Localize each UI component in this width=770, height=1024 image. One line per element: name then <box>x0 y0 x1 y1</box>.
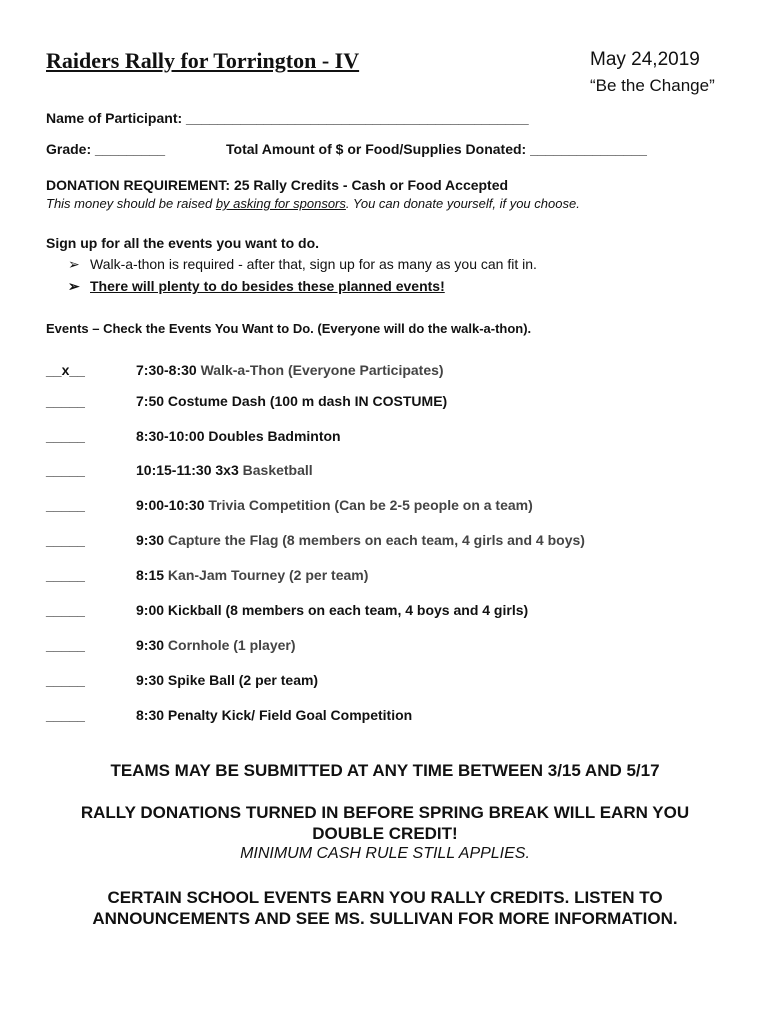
event-item <box>136 497 533 513</box>
event-name: Costume Dash (100 m dash IN COSTUME) <box>167 393 448 409</box>
event-time: 7:30-8:30 <box>136 362 201 378</box>
event-checkbox[interactable]: _____ <box>46 672 85 688</box>
event-time: 8:30 <box>136 707 168 723</box>
event-checkbox[interactable]: _____ <box>46 602 85 618</box>
event-name: Cornhole (1 player) <box>167 637 296 653</box>
rally-notice-line-2: DOUBLE CREDIT! <box>312 824 458 843</box>
event-item <box>136 428 341 444</box>
donation-note-pre: This money should be raised <box>46 196 216 211</box>
event-item <box>136 707 412 723</box>
credits-notice-line-2: ANNOUNCEMENTS AND SEE MS. SULLIVAN FOR MORE INFORMATION. <box>92 909 678 928</box>
event-time: 9:30 <box>136 532 168 548</box>
page-title: Raiders Rally for Torrington - IV <box>46 48 360 73</box>
participant-name-field[interactable]: Name of Participant: ____________________________________________ <box>46 110 529 126</box>
event-item <box>136 672 318 688</box>
event-time: 9:30 <box>136 637 168 653</box>
minimum-cash-note: MINIMUM CASH RULE STILL APPLIES. <box>240 845 530 862</box>
event-time: 8:15 <box>136 567 168 583</box>
event-checkbox[interactable]: _____ <box>46 637 85 653</box>
event-name: Basketball <box>242 462 313 478</box>
signup-heading: Sign up for all the events you want to do. <box>46 235 320 251</box>
event-checkbox[interactable]: _____ <box>46 428 85 444</box>
event-name: Doubles Badminton <box>208 428 341 444</box>
event-item <box>136 393 447 409</box>
event-item <box>136 362 444 378</box>
event-checkbox[interactable]: _____ <box>46 497 85 513</box>
event-checkbox[interactable]: _____ <box>46 393 85 409</box>
grade-field[interactable]: Grade: _________ <box>46 141 166 157</box>
event-item <box>136 462 313 478</box>
event-time: 8:30-10:00 <box>136 428 209 444</box>
donation-note <box>46 196 580 211</box>
event-item <box>136 567 368 583</box>
event-item <box>136 532 585 548</box>
event-name: Kan-Jam Tourney (2 per team) <box>167 567 369 583</box>
signup-bullet-2-text: There will plenty to do besides these planned events! <box>90 278 445 294</box>
events-heading: Events – Check the Events You Want to Do. (Everyone will do the walk-a-thon). <box>46 321 532 336</box>
event-time: 9:00 <box>136 602 168 618</box>
credits-notice-line-1: CERTAIN SCHOOL EVENTS EARN YOU RALLY CREDITS. LISTEN TO <box>107 888 663 907</box>
event-name: Penalty Kick/ Field Goal Competition <box>167 707 413 723</box>
arrow-bullet-icon: ➢ <box>68 256 80 272</box>
rally-notice-line-1: RALLY DONATIONS TURNED IN BEFORE SPRING BREAK WILL EARN YOU <box>80 803 690 822</box>
donation-requirement-heading: DONATION REQUIREMENT: 25 Rally Credits - Cash or Food Accepted <box>46 177 509 193</box>
event-time: 10:15-11:30 3x3 <box>136 462 243 478</box>
signup-bullet-1-text: Walk-a-thon is required - after that, sign up for as many as you can fit in. <box>90 256 537 272</box>
signup-bullet-1 <box>68 256 537 273</box>
event-date: May 24,2019 <box>590 49 700 70</box>
event-checkbox[interactable]: _____ <box>46 462 85 478</box>
event-checkbox[interactable]: _____ <box>46 567 85 583</box>
donation-amount-field[interactable]: Total Amount of $ or Food/Supplies Donated: _______________ <box>226 141 647 157</box>
event-name: Spike Ball (2 per team) <box>167 672 319 688</box>
event-item <box>136 637 296 653</box>
event-name: Capture the Flag (8 members on each team, 4 girls and 4 boys) <box>167 532 585 548</box>
event-name: Kickball (8 members on each team, 4 boys and 4 girls) <box>167 602 529 618</box>
donation-note-post: . You can donate yourself, if you choose. <box>345 196 580 211</box>
motto: “Be the Change” <box>590 76 715 95</box>
event-name: Walk-a-Thon (Everyone Participates) <box>200 362 444 378</box>
event-name: Trivia Competition (Can be 2-5 people on a team) <box>208 497 533 513</box>
event-checkbox[interactable]: _____ <box>46 532 85 548</box>
event-item <box>136 602 528 618</box>
event-checkbox[interactable]: __x__ <box>46 362 85 378</box>
event-time: 9:30 <box>136 672 168 688</box>
arrow-bullet-icon: ➢ <box>68 278 80 294</box>
event-checkbox[interactable]: _____ <box>46 707 85 723</box>
donation-note-sponsors: by asking for sponsors <box>215 196 346 211</box>
teams-notice: TEAMS MAY BE SUBMITTED AT ANY TIME BETWEEN 3/15 AND 5/17 <box>110 761 660 780</box>
event-time: 9:00-10:30 <box>136 497 209 513</box>
event-time: 7:50 <box>136 393 168 409</box>
signup-bullet-2 <box>68 278 445 295</box>
